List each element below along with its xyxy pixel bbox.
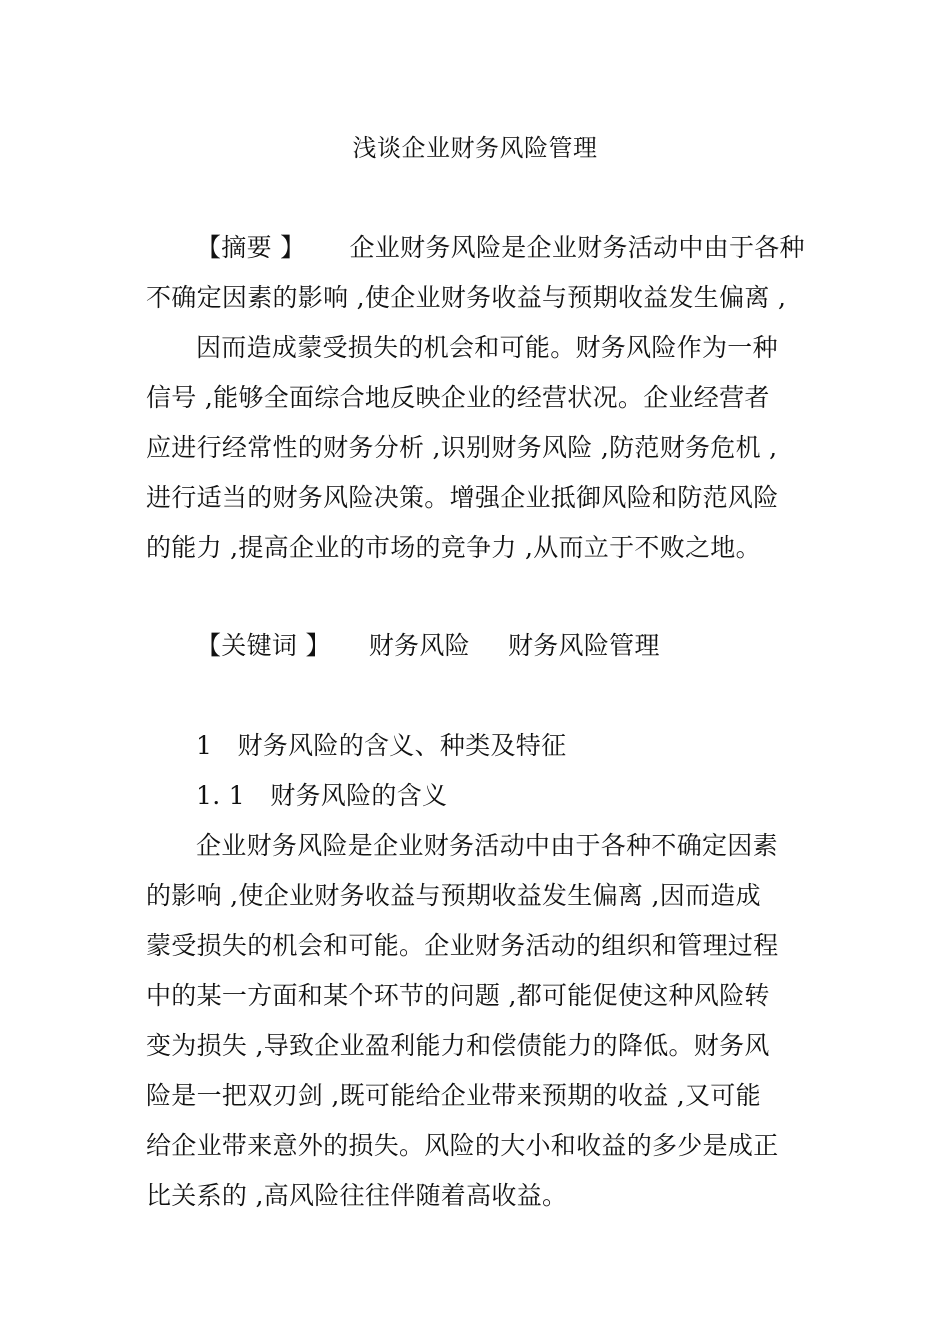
section-heading: 1 财务风险的含义、种类及特征 [196, 731, 567, 760]
keywords-label: 【关键词 】 [196, 631, 331, 660]
abstract-line: 信号 ,能够全面综合地反映企业的经营状况。企业经营者 [146, 383, 770, 412]
abstract-label: 【摘要 】 [196, 233, 306, 262]
abstract-line: 应进行经常性的财务分析 ,识别财务风险 ,防范财务危机 , [146, 433, 778, 462]
document-title: 浅谈企业财务风险管理 [352, 134, 598, 162]
body-line: 企业财务风险是企业财务活动中由于各种不确定因素 [196, 831, 778, 860]
abstract-line: 不确定因素的影响 ,使企业财务收益与预期收益发生偏离 , [146, 283, 787, 312]
abstract-line: 因而造成蒙受损失的机会和可能。财务风险作为一种 [196, 333, 778, 362]
body-line: 的影响 ,使企业财务收益与预期收益发生偏离 ,因而造成 [146, 881, 761, 910]
keywords-line [196, 626, 660, 666]
abstract-line: 进行适当的财务风险决策。增强企业抵御风险和防范风险 [146, 483, 779, 512]
body-line: 给企业带来意外的损失。风险的大小和收益的多少是成正 [146, 1131, 779, 1160]
abstract-line: 的能力 ,提高企业的市场的竞争力 ,从而立于不败之地。 [146, 533, 761, 562]
body-line: 蒙受损失的机会和可能。企业财务活动的组织和管理过程 [146, 931, 779, 960]
subsection-heading: 1. 1 财务风险的含义 [196, 781, 448, 810]
body-line: 中的某一方面和某个环节的问题 ,都可能促使这种风险转 [146, 981, 770, 1010]
abstract-line: 企业财务风险是企业财务活动中由于各种 [349, 233, 805, 262]
body-line: 比关系的 ,高风险往往伴随着高收益。 [146, 1181, 568, 1210]
keyword-item: 财务风险管理 [507, 631, 660, 660]
abstract-first-line [196, 228, 805, 268]
keyword-item: 财务风险 [368, 631, 470, 660]
body-line: 变为损失 ,导致企业盈利能力和偿债能力的降低。财务风 [146, 1031, 770, 1060]
body-line: 险是一把双刃剑 ,既可能给企业带来预期的收益 ,又可能 [146, 1081, 761, 1110]
